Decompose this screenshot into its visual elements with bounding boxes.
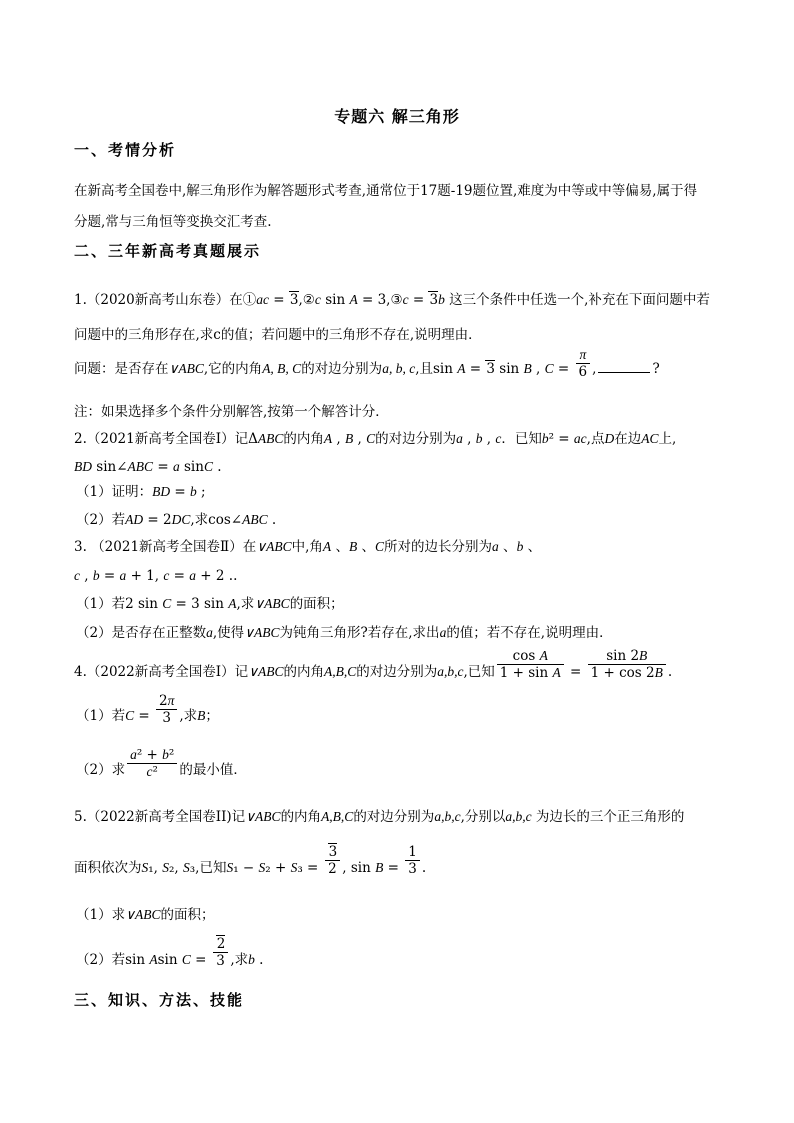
q5-part-1: （1）求∨ABC的面积； bbox=[76, 907, 215, 923]
q1-line-2: 问题中的三角形存在,求c的值；若问题中的三角形不存在,说明理由． bbox=[74, 327, 482, 343]
q3-line-1: 3. （2021新高考全国卷Ⅱ）在∨ABC中,角A 、B 、C所对的边长分别为a 、b 、 bbox=[74, 539, 542, 555]
q4-part-2: （2）求 $\frac{\text{a² + b²}}{\text{c²}}$ 的最小值． bbox=[76, 747, 247, 780]
q3-part-1: （1）若2 sin C = 3 sin A,求∨ABC的面积； bbox=[76, 596, 344, 612]
q1-line-1: 1.（2020新高考山东卷）在①ac = 3,②c sin A = 3,③c = 3b 这三个条件中任选一个,补充在下面问题中若 bbox=[74, 292, 710, 308]
q1-line-3: 问题：是否存在∨ABC,它的内角A, B, C的对边分别为a, b, c,且sin A = 3 sin B , C = $\frac{\pi}{6}$ , ? bbox=[74, 347, 660, 380]
section-heading-knowledge: 三、知识、方法、技能 bbox=[74, 991, 245, 1009]
q4-line-1: 4.（2022新高考全国卷Ⅰ）记∨ABC的内角A,B,C的对边分别为a,b,c,已知 $\frac{\text{cos A}}{\text{1 + sin A}}$ = $\frac{\sin 2B}{1 + \cos 2B}$ . bbox=[74, 648, 673, 681]
q3-part-2: （2）是否存在正整数a,使得∨ABC为钝角三角形?若存在,求出a的值；若不存在,说明理由． bbox=[76, 625, 613, 641]
page-title: 专题六 解三角形 bbox=[334, 107, 460, 126]
q1-note: 注：如果选择多个条件分别解答,按第一个解答计分． bbox=[74, 404, 389, 420]
q5-line-2: 面积依次为S₁, S₂, S₃,已知S₁ − S₂ + S₃ = $\frac{3}{2}$ , sin B = $\frac{1}{3}$ . bbox=[74, 844, 427, 877]
q5-line-1: 5.（2022新高考全国卷II)记∨ABC的内角A,B,C的对边分别为a,b,c,分别以a,b,c 为边长的三个正三角形的 bbox=[74, 809, 685, 825]
q1-source: 1.（2020新高考山东卷）在 bbox=[74, 292, 243, 308]
q2-line-1: 2.（2021新高考全国卷Ⅰ）记ΔABC的内角A , B , C的对边分别为a , b , c．已知b² = ac,点D在边AC上, bbox=[74, 431, 677, 447]
analysis-line-1: 在新高考全国卷中,解三角形作为解答题形式考查,通常位于17题-19题位置,难度为中等或中等偏易,属于得 bbox=[74, 183, 698, 199]
q2-part-1: （1）证明：BD = b ; bbox=[76, 484, 206, 500]
q2-line-2: BD sin∠ABC = a sinC . bbox=[74, 459, 222, 475]
q5-part-2: （2）若sin Asin C = $\frac{2}{3}$ ,求b . bbox=[76, 936, 264, 969]
q2-part-2: （2）若AD = 2DC,求cos∠ABC . bbox=[76, 512, 277, 528]
section-heading-analysis: 一、考情分析 bbox=[74, 141, 177, 159]
q3-line-2: c , b = a + 1, c = a + 2 .. bbox=[74, 568, 238, 584]
q4-part-1: （1）若C = $\frac{2\pi}{3}$ ,求B； bbox=[76, 693, 219, 726]
answer-blank[interactable] bbox=[598, 372, 650, 373]
section-heading-exam-questions: 二、三年新高考真题展示 bbox=[74, 242, 262, 260]
analysis-line-2: 分题,常与三角恒等变换交汇考查. bbox=[74, 214, 272, 230]
